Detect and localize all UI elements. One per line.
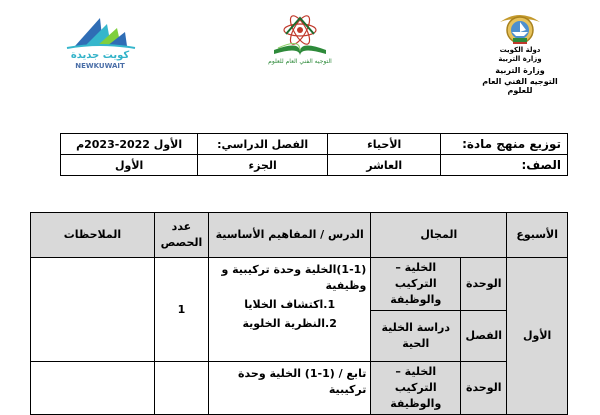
kuwait-falcon-emblem-icon: [470, 8, 570, 48]
unit-label: الوحدة: [461, 258, 507, 311]
lesson-cell: [209, 258, 371, 362]
kuwait-emblem: [470, 8, 570, 95]
ministry-text: وزارة التربية: [495, 66, 545, 75]
field-header: المجال: [371, 213, 507, 258]
periods-header: عدد الحصص: [154, 213, 208, 258]
lesson-point: 1.اكتشاف الخلايا: [244, 298, 336, 311]
plan-row-unit-continued: [31, 362, 568, 415]
curriculum-title: توزيع منهج مادة:: [441, 134, 568, 155]
info-row-grade: [61, 155, 568, 176]
periods-cell: [154, 362, 208, 415]
lesson-cell: [209, 362, 371, 415]
week-cell: الأول: [507, 258, 568, 415]
lesson-title: (1-1)الخلية وحدة تركيبية و وظيفية: [221, 263, 367, 292]
unit-label: الوحدة: [461, 362, 507, 415]
atom-book-icon: [250, 12, 350, 58]
subject-value: الأحياء: [328, 134, 441, 155]
part-value: الأول: [61, 155, 198, 176]
new-kuwait-english: NEWKUWAIT: [75, 62, 125, 70]
plan-header-row: [31, 213, 568, 258]
semester-label: الفصل الدراسي:: [198, 134, 328, 155]
chapter-value: دراسة الخلية الحية: [371, 311, 461, 362]
unit-value: الخلية – التركيب والوظيفة: [371, 258, 461, 311]
notes-cell: [31, 362, 155, 415]
science-guidance-caption: التوجيه الفني العام للعلوم: [268, 58, 332, 65]
notes-cell: [31, 258, 155, 362]
new-kuwait-sails-icon: [55, 12, 145, 50]
kuwait-state-text: دولة الكويت: [499, 46, 541, 54]
science-guidance-text: التوجيه الفني العام للعلوم: [482, 77, 558, 95]
semester-value: الأول 2022-2023م: [61, 134, 198, 155]
chapter-label: الفصل: [461, 311, 507, 362]
week-header: الأسبوع: [507, 213, 568, 258]
ministry-text-small: وزارة التربية: [498, 55, 542, 63]
curriculum-plan-table: [30, 212, 568, 415]
part-label: الجزء: [198, 155, 328, 176]
lesson-point: 2.النظرية الخلوية: [242, 317, 337, 330]
curriculum-info-table: [60, 133, 568, 176]
grade-value: العاشر: [328, 155, 441, 176]
unit-value: الخلية – التركيب والوظيفة: [371, 362, 461, 415]
notes-header: الملاحظات: [31, 213, 155, 258]
lesson-title: تابع / (1-1) الخلية وحدة تركيبية: [238, 367, 367, 396]
lesson-header: الدرس / المفاهيم الأساسية: [209, 213, 371, 258]
new-kuwait-logo: [55, 12, 145, 72]
plan-row-unit: [31, 258, 568, 311]
new-kuwait-arabic: كويت جديدة: [70, 50, 130, 61]
info-row-subject: [61, 134, 568, 155]
grade-label: الصف:: [441, 155, 568, 176]
periods-cell: 1: [154, 258, 208, 362]
science-guidance-logo: [250, 12, 350, 72]
